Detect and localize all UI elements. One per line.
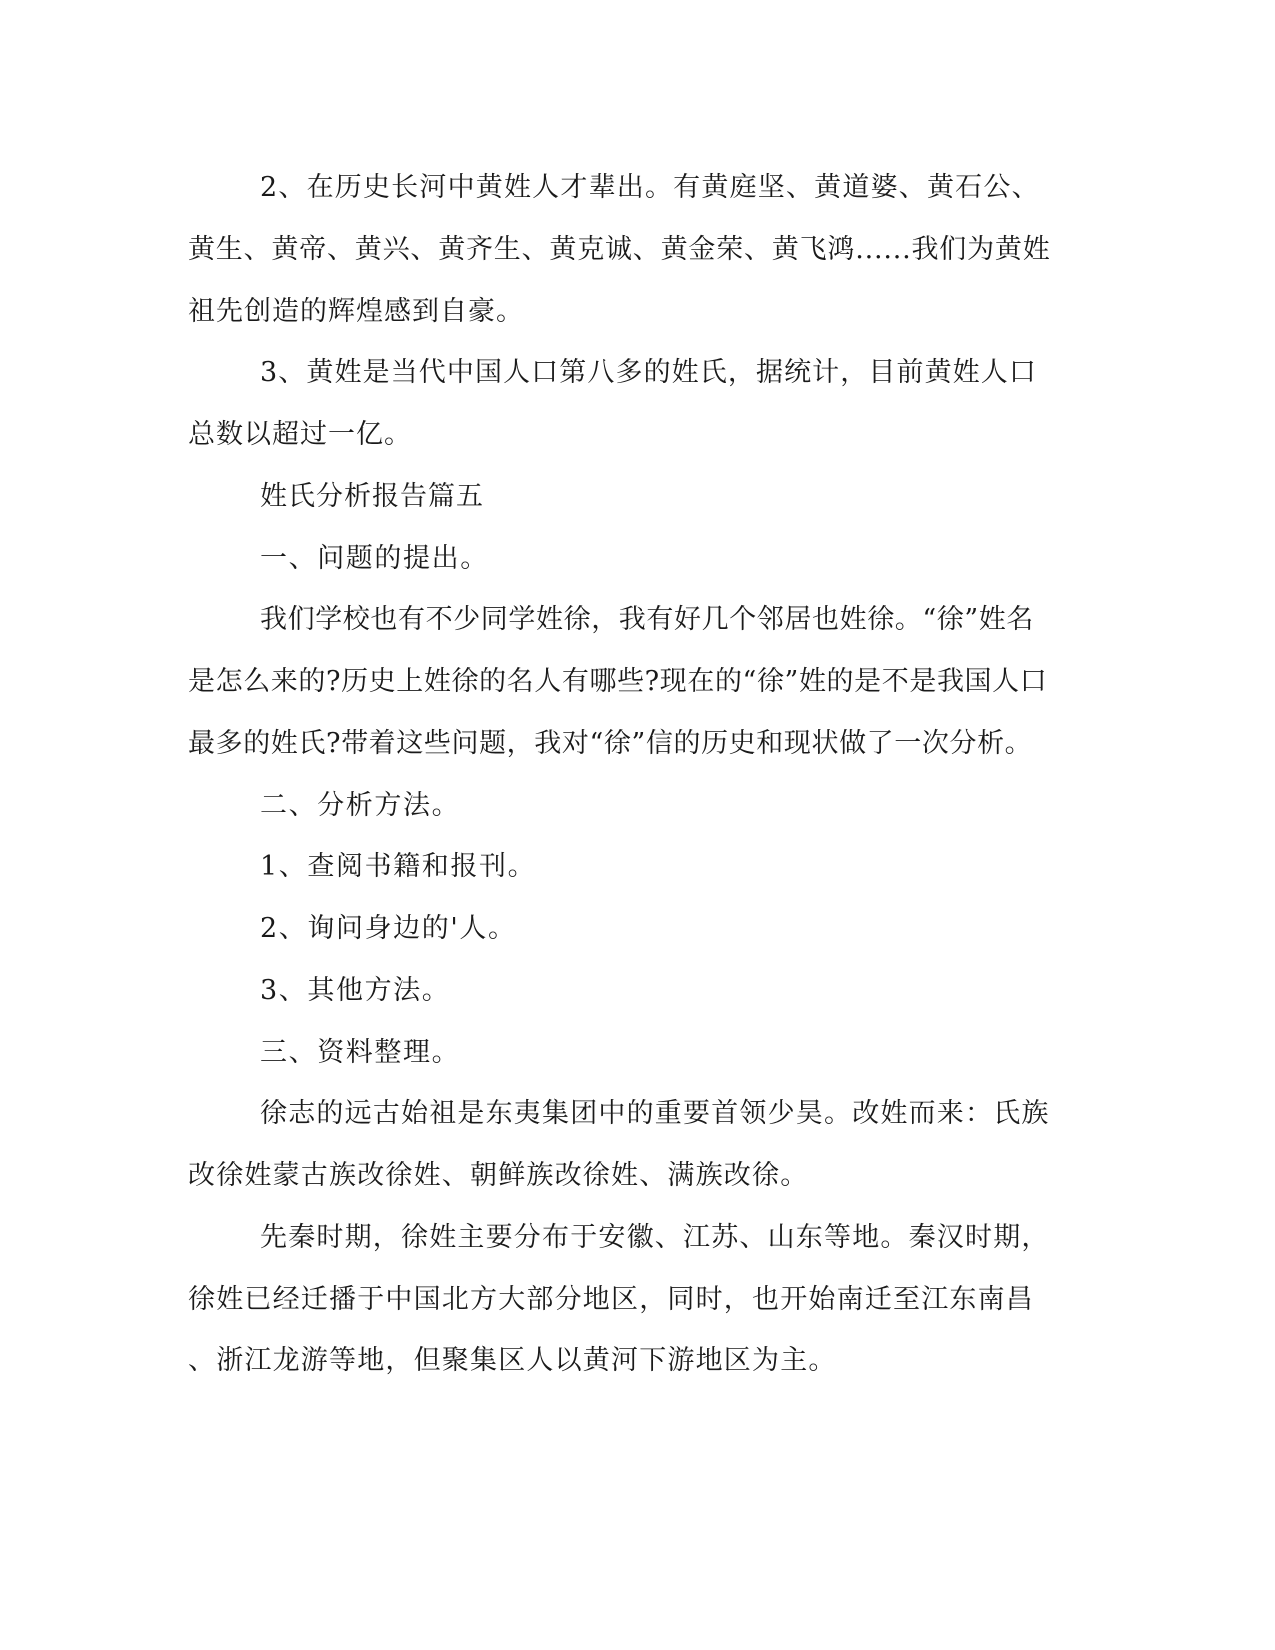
paragraph-line: 总数以超过一亿。 — [188, 419, 412, 450]
paragraph-line: 3、黄姓是当代中国人口第八多的姓氏，据统计，目前黄姓人口 — [260, 357, 1037, 388]
paragraph-line: 改徐姓蒙古族改徐姓、朝鲜族改徐姓、满族改徐。 — [188, 1160, 809, 1191]
section-heading: 姓氏分析报告篇五 — [260, 481, 484, 512]
list-item: 1、查阅书籍和报刊。 — [260, 851, 537, 882]
paragraph-line: 2、在历史长河中黄姓人才辈出。有黄庭坚、黄道婆、黄石公、 — [260, 172, 1040, 203]
paragraph-line: 徐志的远古始祖是东夷集团中的重要首领少昊。改姓而来：氏族 — [260, 1098, 1050, 1129]
paragraph-line: 黄生、黄帝、黄兴、黄齐生、黄克诚、黄金荣、黄飞鸿......我们为黄姓 — [188, 234, 1051, 265]
paragraph-line: 祖先创造的辉煌感到自豪。 — [188, 296, 524, 327]
paragraph-line: 我们学校也有不少同学姓徐，我有好几个邻居也姓徐。“徐”姓名 — [260, 604, 1035, 635]
subsection-heading: 一、问题的提出。 — [260, 543, 489, 574]
paragraph-line: 最多的姓氏?带着这些问题，我对“徐”信的历史和现状做了一次分析。 — [188, 728, 1033, 759]
paragraph-line: 是怎么来的?历史上姓徐的名人有哪些?现在的“徐”姓的是不是我国人口 — [188, 666, 1048, 697]
paragraph-line: 、浙江龙游等地，但聚集区人以黄河下游地区为主。 — [188, 1345, 837, 1376]
paragraph-line: 先秦时期，徐姓主要分布于安徽、江苏、山东等地。秦汉时期， — [260, 1222, 1050, 1253]
list-item: 2、询问身边的'人。 — [260, 913, 517, 944]
subsection-heading: 二、分析方法。 — [260, 790, 461, 821]
paragraph-line: 徐姓已经迁播于中国北方大部分地区，同时，也开始南迁至江东南昌 — [188, 1284, 1034, 1315]
list-item: 3、其他方法。 — [260, 975, 451, 1006]
subsection-heading: 三、资料整理。 — [260, 1037, 461, 1068]
